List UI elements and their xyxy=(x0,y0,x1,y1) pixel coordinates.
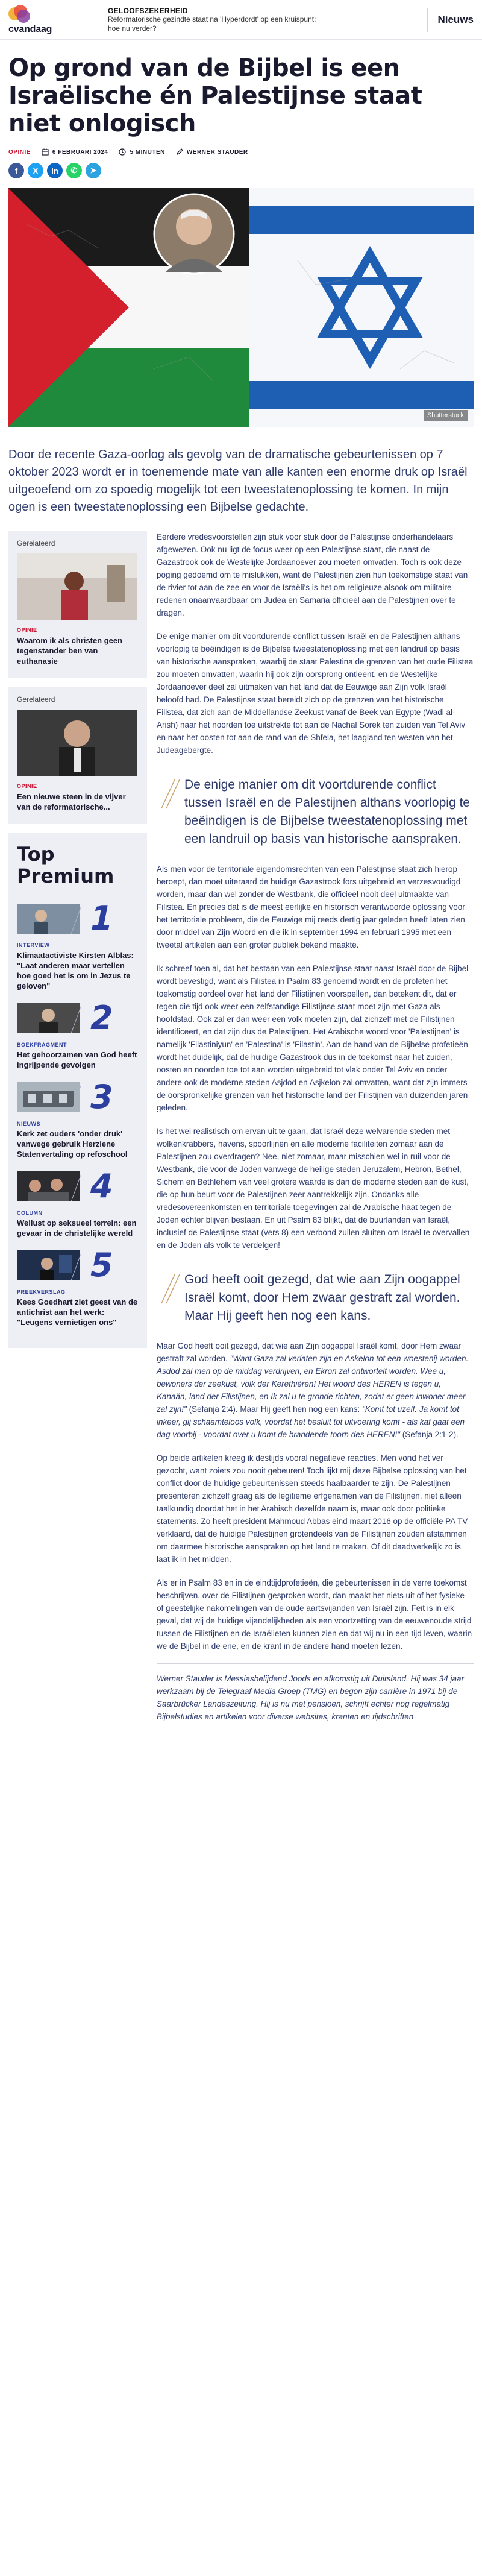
author-bio: Werner Stauder is Messiasbelijdend Joods en afkomstig uit Duitsland. Hij was 34 jaar werkzaam bij de Telegraaf Media Groep (TMG) en begon zijn carrière in 1971 bij de Saarbrücker Landeszeitung. Hij is nu met pensioen, schrijft echter nog regelmatig Bijbelstudies en artikelen voor diverse websites, kranten en tijdschriften xyxy=(157,1663,474,1723)
x-icon[interactable]: X xyxy=(28,163,43,178)
premium-thumbnail xyxy=(17,1082,80,1112)
clock-icon xyxy=(119,148,126,156)
logo[interactable] xyxy=(8,5,99,35)
quote-slash-icon xyxy=(157,1271,184,1325)
nav-news-label: Nieuws xyxy=(437,13,474,25)
premium-item[interactable] xyxy=(17,1079,139,1159)
related-category: OPINIE xyxy=(17,783,37,789)
premium-title[interactable]: Kerk zet ouders 'onder druk' vanwege gebruik Herziene Statenvertaling op refoschool xyxy=(17,1129,128,1159)
whatsapp-icon[interactable]: ✆ xyxy=(66,163,82,178)
top-premium xyxy=(8,833,147,1348)
article-paragraph: Ik schreef toen al, dat het bestaan van een Palestijnse staat naast Israël door de Bijbel wordt bevestigd, want als Filistea in Psalm 83 genoemd wordt en de profeten het toekomstig oordeel over het land der Filistijnen voorspellen, dan betekent dit, dat er tegen die tijd ook weer een zelfstandige Filistijnse staat moet zijn met Gaza als hoofdstad. Ook zal er dan weer een volk moeten zijn, dat zichzelf met de Filistijnen identificeert, en dat zijn dus de Palestijnen. Het Arabische woord voor 'Palestijnen' is namelijk 'Filastiniyun' en 'Palestina' is 'Filastin'. Aan de hand van de Bijbelse profetieën wordt het duidelijk, dat de huidige Gazastrook dus in de toekomst naar het zuiden, oosten en noorden toe tot aan worden uitgebreid tot vlak onder Tel Aviv en onder andere ook de moderne steden Asjdod en Asjkelon zal omvatten, want dat zijn immers de oorspronkelijke grenzen van het historische land der Filistijnen van duizenden jaren geleden. xyxy=(157,964,469,1112)
article-paragraph: Als er in Psalm 83 en in de eindtijdprofetieën, die gebeurtenissen in de verre toekomst beschrijven, over de Filistijnen gesproken wordt, dan maakt het niets uit of het fysieke of geestelijke nakomelingen van de oude aartsvijanden van Israël zijn. Feit is in elk geval, dat wij de huidige vijandelijkheden als een voortzetting van de eeuwenoude strijd tussen de Filistijnen en de Israëlieten kunnen zien en dat wij nu in een tijd leven, waarin we de Bijbel in de ene, en de krant in de andere hand moeten lezen. xyxy=(157,1578,472,1651)
logo-text: cvandaag xyxy=(8,24,52,34)
premium-title[interactable]: Klimaatactiviste Kirsten Alblas: "Laat anderen maar vertellen hoe goed het is om in Jezus te geloven" xyxy=(17,951,134,990)
paragraph-text: Maar God heeft ooit gezegd, dat wie aan Zijn oogappel Israël komt, door Hem zwaar gestraft zal worden. xyxy=(157,1341,462,1363)
related-label: Gerelateerd xyxy=(17,695,55,704)
related-title[interactable]: Waarom ik als christen geen tegenstander ben van euthanasie xyxy=(17,636,123,666)
pull-quote xyxy=(157,1262,474,1340)
premium-category: NIEUWS xyxy=(17,1121,40,1127)
article-paragraph: Op beide artikelen kreeg ik destijds vooral negatieve reacties. Men vond het ver gezocht, want zoiets zou nooit gebeuren! Toch lijkt mij deze Bijbelse oplossing van het conflict door de huidige gebeurtenissen steeds haalbaarder te zijn. De Palestijnen presenteren zichzelf graag als de legitieme erfgenamen van de Filistijnen, niet alleen taalkundig doordat het in het Arabisch dezelfde naam is, maar ook door politieke statements. Zo heeft president Mahmoud Abbas eind maart 2016 op de officiële PA TV verklaard, dat de huidige Palestijnen grotendeels van de Filistijnen zouden afstammen om daarmee historische aanspraken op het land te maken. Of dit daadwerkelijk zo is laat ik in het midden. xyxy=(157,1453,468,1564)
article-paragraph: Is het wel realistisch om ervan uit te gaan, dat Israël deze welvarende steden met wolkenkrabbers, havens, spoorlijnen en alle moderne faciliteiten zomaar aan de Palestijnen zou overdragen? Nee, niet zomaar, maar misschien wel in ruil voor de Westbank, die voor de Joden vanwege de heilige steden Jeruzalem, Hebron, Bethel, Sichem en Bethlehem van veel grotere waarde is dan de moderne steden aan de kust, die op hun beurt voor de Palestijnen zeer aantrekkelijk zijn. Ondanks alle vredesovereenkomsten en territoriale toegevingen zal de Arabische haat tegen de Joden echter blijven bestaan. En uit Psalm 83 blijkt, dat de buurlanden van Israël, inclusief de Palestijnse staat (vers 8) een verbond zullen sluiten om Israël te overvallen en de Joden als volk te verdelgen! xyxy=(157,1127,470,1250)
article-read-time xyxy=(119,148,164,156)
premium-thumbnail xyxy=(17,904,80,934)
premium-item[interactable] xyxy=(17,900,139,991)
sidebar xyxy=(8,531,147,1723)
article-paragraph: Eerdere vredesvoorstellen zijn stuk voor stuk door de Palestijnse onderhandelaars afgewezen. Ook nu ligt de focus weer op een Palestijnse staat, die naast de Gazastrook ook de Westelijke Jordaanoever zou moeten omvatten. Toch is ook deze poging gedoemd om te mislukken, want de Palestijnen zien hun toekomstige staat van de rivier tot aan de zee en voor de Israëli's is het om religieuze alsook om militaire redenen onaanvaardbaar om Judea en Samaria officieel aan de Palestijnen over te dragen. xyxy=(157,532,468,617)
article-date xyxy=(42,148,108,156)
linkedin-icon[interactable]: in xyxy=(47,163,63,178)
premium-rank: 2 xyxy=(90,999,113,1037)
premium-title[interactable]: Wellust op seksueel terrein: een gevaar in de christelijke wereld xyxy=(17,1218,137,1238)
premium-thumbnail xyxy=(17,1171,80,1201)
paragraph-text: (Sefanja 2:1-2). xyxy=(400,1430,459,1439)
article-title: Op grond van de Bijbel is een Israëlische én Palestijnse staat niet onlogisch xyxy=(8,54,422,137)
header-subtitle: Reformatorische gezindte staat na 'Hyperdordt' op een kruispunt: hoe nu verder? xyxy=(108,14,316,33)
image-credit: Shutterstock xyxy=(424,410,468,421)
related-image xyxy=(17,553,137,620)
flags-illustration xyxy=(8,188,474,427)
facebook-icon[interactable]: f xyxy=(8,163,24,178)
bible-quote: "Komt tot uzelf. Ja komt tot inkeer, gij schaamteloos volk, voordat het besluit tot uitvoering komt - als kaf gaat een dag voorbij - voordat over u komt de brandende toorn des HEREN!" xyxy=(157,1405,465,1439)
nav-news[interactable] xyxy=(427,8,474,32)
top-premium-title: Top Premium xyxy=(17,843,114,887)
share-bar xyxy=(8,163,474,178)
header-article-link[interactable] xyxy=(108,7,427,33)
pull-quote xyxy=(157,767,474,863)
premium-thumbnail xyxy=(17,1250,80,1280)
premium-category: PREEKVERSLAG xyxy=(17,1289,66,1295)
pull-quote-text: God heeft ooit gezegd, dat wie aan Zijn oogappel Israël komt, door Hem zwaar gestraft zal worden. Maar Hij geeft hen nog een kans. xyxy=(184,1273,460,1323)
article-read-time-text: 5 MINUTEN xyxy=(130,148,165,156)
article-date-text: 6 FEBRUARI 2024 xyxy=(52,148,108,156)
premium-category: COLUMN xyxy=(17,1210,43,1216)
article-lead: Door de recente Gaza-oorlog als gevolg van de dramatische gebeurtenissen op 7 oktober 2023 wordt er in toenemende mate van alle kanten een enorme druk op Israël uitgeoefend om zo spoedig mogelijk tot een tweestatenoplossing te komen. In mijn ogen is een tweestatenoplossing een Bijbelse gedachte. xyxy=(8,448,468,514)
telegram-icon[interactable]: ➤ xyxy=(86,163,101,178)
top-bar xyxy=(0,0,482,40)
related-category: OPINIE xyxy=(17,627,37,633)
article-paragraph: De enige manier om dit voortdurende conflict tussen Israël en de Palestijnen althans voorlopig te beëindigen is de Bijbelse tweestatenoplossing met een landruil op basis van historische aanspraken, waarbij de staat Palestina de grenzen van het oude Filistea zou moeten omvatten, waarin hij ook zijn oorsprong ontleent, en de Westelijke Jordaanoever deel zal uitmaken van het land dat de Eeuwige aan Zijn volk Israël beloofd had. De Palestijnse staat bereidt zich op de grenzen van het historische Filistea, dat zich aan de Middellandse Zeekust vanaf de Beek van Egypte (Wadi al-Arish) naar het noorden toe uitstrekte tot aan de Nachal Sorek ten zuiden van Tel Aviv en naar het oosten tot aan de rand van de Shfela, het laagland ten westen van het Judeagebergte. xyxy=(157,632,474,755)
pull-quote-text: De enige manier om dit voortdurende conflict tussen Israël en de Palestijnen althans voorlopig te beëindigen is de Bijbelse tweestatenoplossing met een landruil op basis van historische aanspraken. xyxy=(184,778,470,846)
bible-quote: "Want Gaza zal verlaten zijn en Askelon tot een woestenij worden. Asdod zal men op de middag verdrijven, en Ekron zal ontwortelt worden. Wee u, bewoners der zeekust, volk der Kerethiëren! Het woord des HEREN is tegen u, Kanaän, land der Filistijnen, en Ik zal u te gronde richten, zodat er geen inwoner meer zal zijn!" xyxy=(157,1354,469,1414)
article-meta xyxy=(8,148,474,156)
related-image xyxy=(17,710,137,776)
article-author[interactable] xyxy=(176,148,248,156)
logo-mark-icon xyxy=(8,5,33,23)
related-title[interactable]: Een nieuwe steen in de vijver van de reformatorische... xyxy=(17,792,126,811)
related-label: Gerelateerd xyxy=(17,539,55,547)
premium-item[interactable] xyxy=(17,1247,139,1327)
premium-rank: 5 xyxy=(90,1246,113,1284)
header-kicker: GELOOFSZEKERHEID xyxy=(108,6,188,15)
article-paragraph xyxy=(157,1340,474,1441)
premium-thumbnail xyxy=(17,1003,80,1033)
premium-category: BOEKFRAGMENT xyxy=(17,1042,67,1048)
pen-icon xyxy=(176,148,183,156)
premium-title[interactable]: Het gehoorzamen van God heeft ingrijpende gevolgen xyxy=(17,1050,137,1069)
article-category[interactable]: OPINIE xyxy=(8,148,31,156)
calendar-icon xyxy=(42,148,49,156)
premium-item[interactable] xyxy=(17,1000,139,1070)
hero-image xyxy=(8,188,474,427)
premium-rank: 3 xyxy=(90,1078,113,1116)
premium-item[interactable] xyxy=(17,1168,139,1238)
article-paragraph: Als men voor de territoriale eigendomsrechten van een Palestijnse staat zich hierop beroept, dan moet uiteraard de huidige Gazastrook fors uitgebreid en verzesvoudigd worden, maar dan wel zonder de Westbank, die officieel nooit deel uitmaakte van Filistea. En precies dat is de meest eerlijke en historisch verantwoorde oplossing voor het territoriale probleem, die de Eeuwige mij reeds dertig jaar geleden heeft laten zien door middel van Zijn Woord en die ik in september 1994 en februari 1995 met een tweetal artikelen aan een groter publiek bekend maakte. xyxy=(157,864,465,949)
article-body xyxy=(157,531,474,1723)
premium-rank: 1 xyxy=(90,899,113,937)
paragraph-text: (Sefanja 2:4). Maar Hij geeft hen nog een kans: xyxy=(186,1405,362,1414)
premium-category: INTERVIEW xyxy=(17,942,50,948)
article-author-name: WERNER STAUDER xyxy=(186,148,248,156)
related-card[interactable] xyxy=(8,531,147,678)
premium-rank: 4 xyxy=(90,1167,113,1205)
premium-title[interactable]: Kees Goedhart ziet geest van de antichrist aan het werk: "Leugens vernietigen ons" xyxy=(17,1297,138,1327)
related-card[interactable] xyxy=(8,687,147,824)
quote-slash-icon xyxy=(157,776,184,848)
